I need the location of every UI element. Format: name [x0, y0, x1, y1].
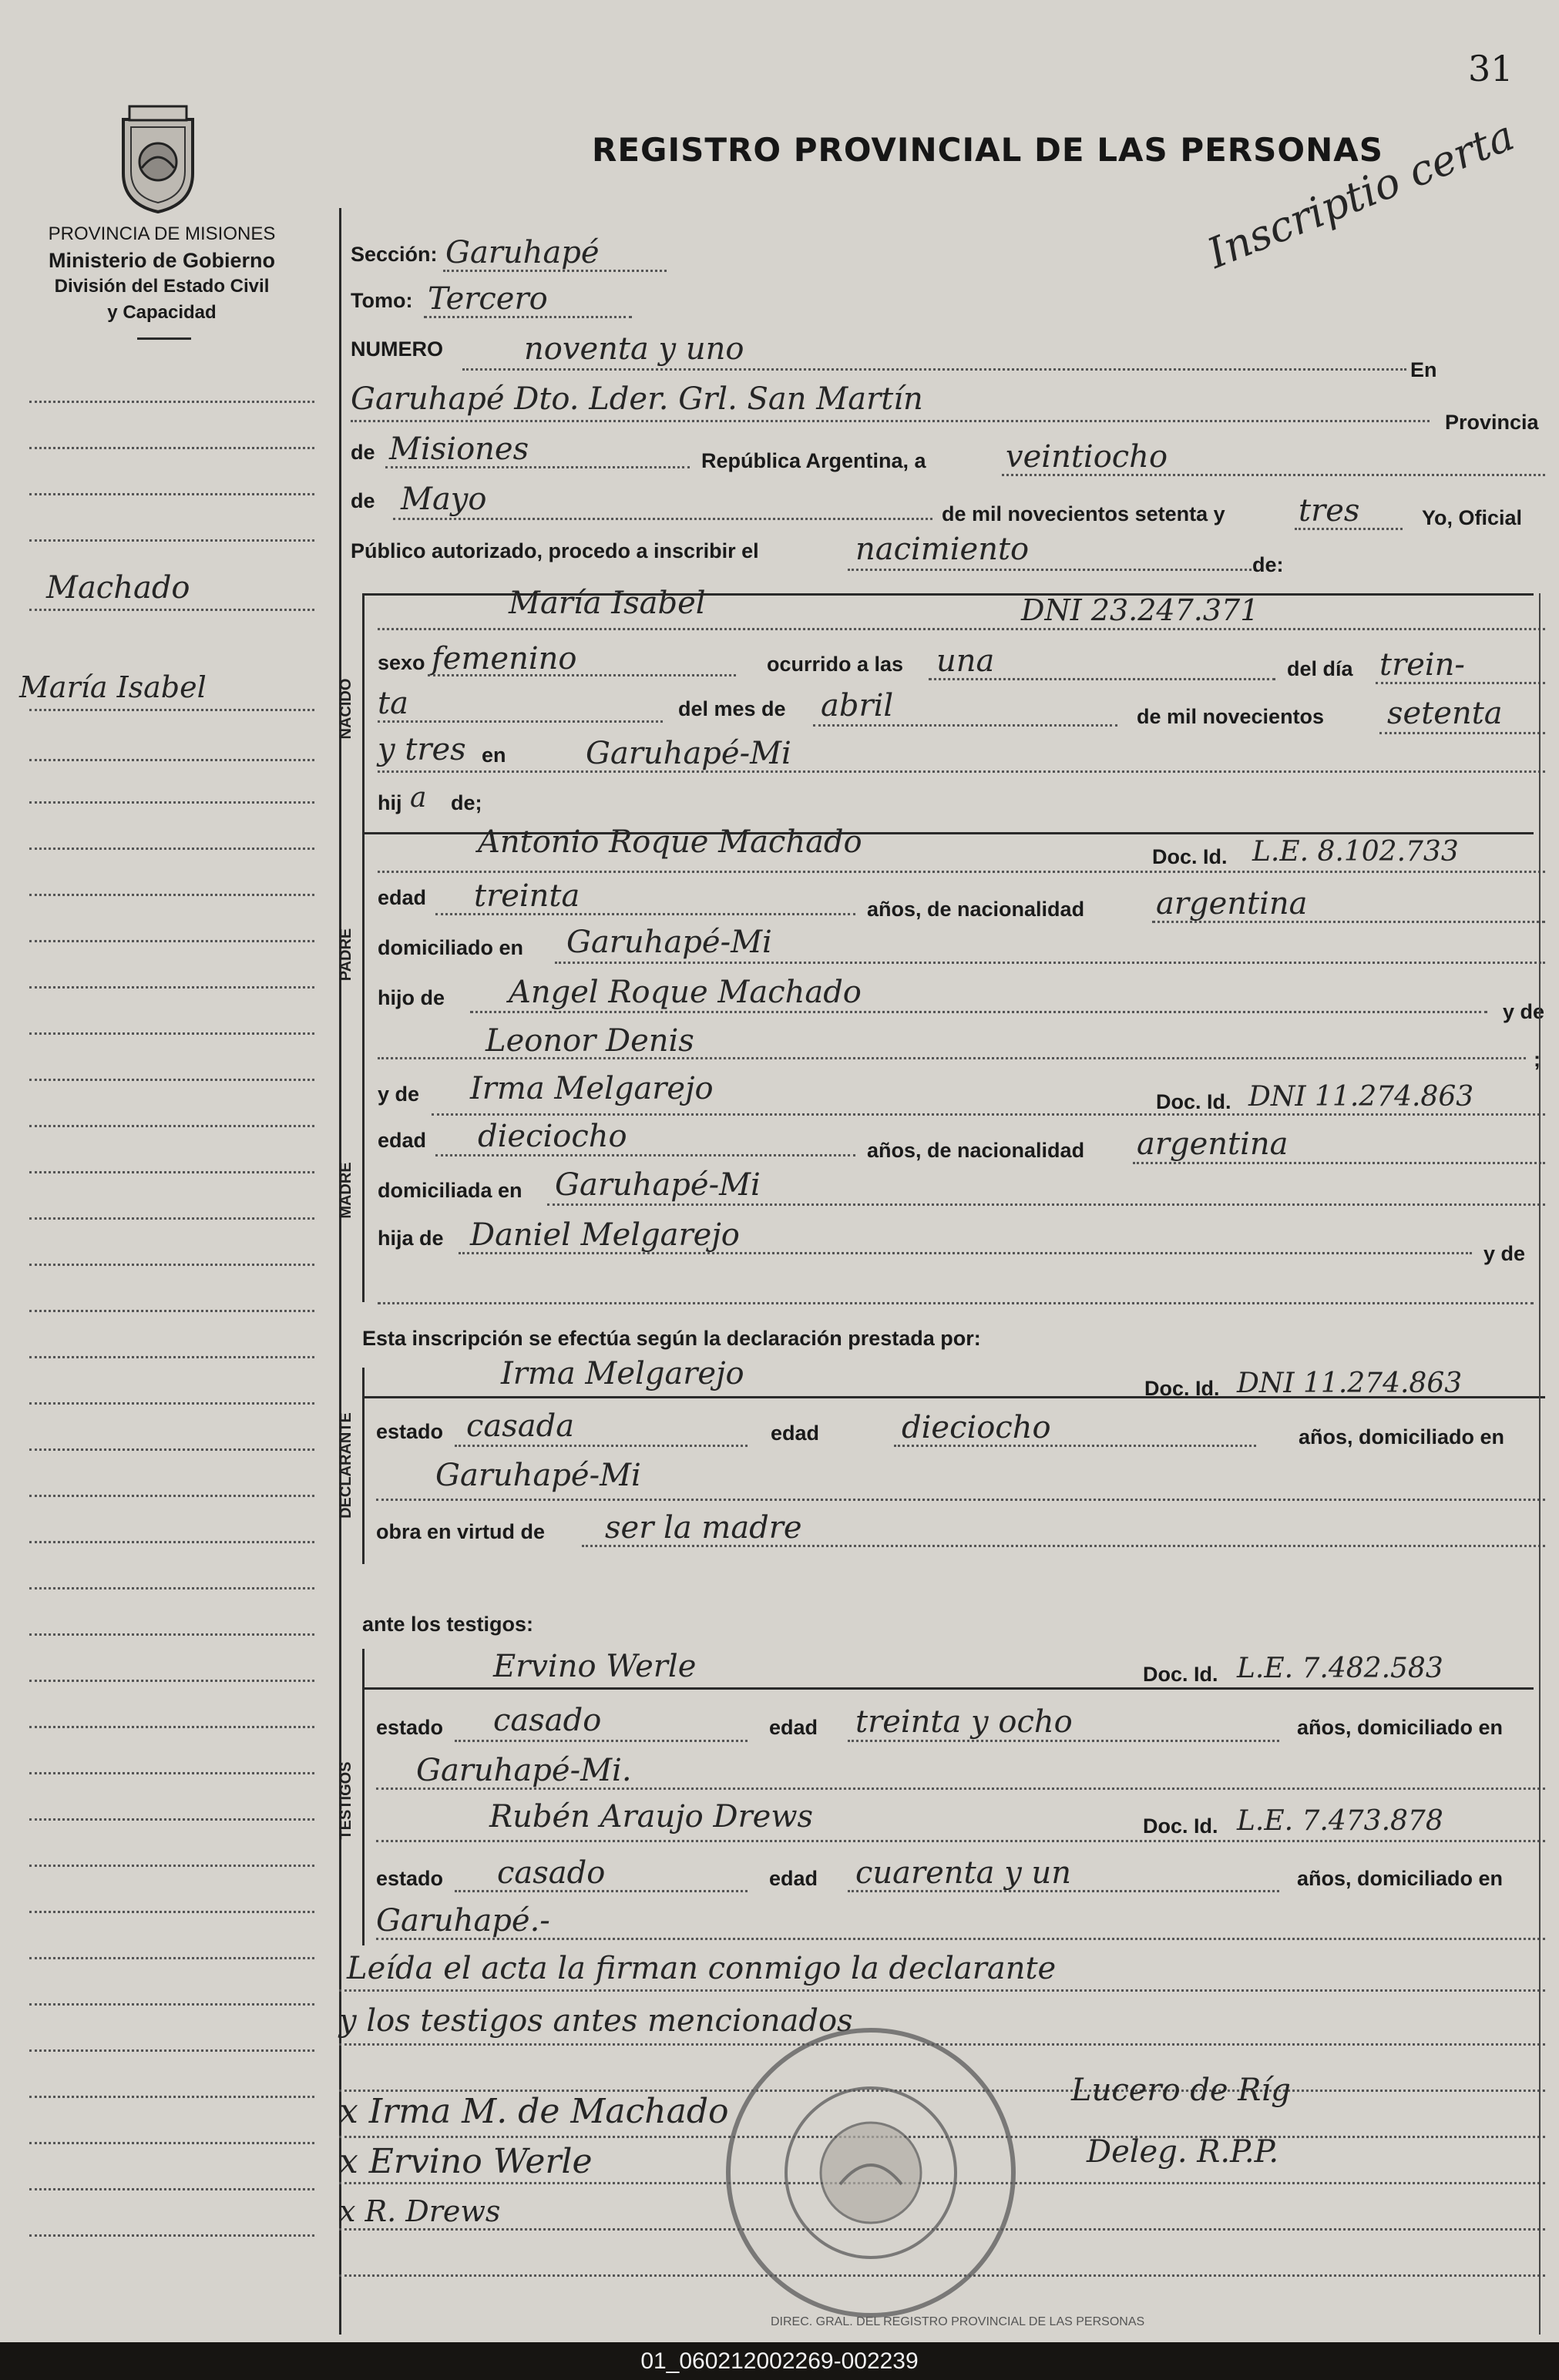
right-border [1539, 593, 1541, 2335]
value-padre-nombre: Antonio Roque Machado [478, 824, 862, 860]
label-declarante-doc: Doc. Id. [1144, 1377, 1220, 1400]
value-lugar: Garuhapé-Mi [586, 736, 791, 771]
value-abuelo-materno: Daniel Melgarejo [470, 1217, 740, 1253]
label-publico: Público autorizado, procedo a inscribir el [351, 539, 759, 562]
label-padre-edad: edad [378, 886, 427, 909]
signature-declarante: x Irma M. de Machado [339, 2092, 729, 2131]
value-tomo: Tercero [428, 281, 548, 317]
label-padre-semicolon: ; [1534, 1048, 1541, 1071]
label-testigo1-dom: años, domiciliado en [1297, 1716, 1504, 1739]
signature-testigo2: x R. Drews [339, 2194, 501, 2228]
value-madre-nombre: Irma Melgarejo [470, 1071, 714, 1106]
margin-surname: Machado [46, 570, 190, 606]
value-sexo: femenino [432, 641, 577, 676]
label-madre-yde2: y de [1483, 1242, 1526, 1265]
value-declarante-doc: DNI 11.274.863 [1237, 1368, 1463, 1399]
label-de-mes: de [351, 489, 375, 512]
label-testigo2-doc: Doc. Id. [1143, 1814, 1218, 1838]
coat-of-arms-seal [116, 100, 200, 216]
value-numero: noventa y uno [524, 331, 744, 367]
value-padre-domicilio: Garuhapé-Mi [566, 925, 772, 960]
label-madre-domicilio: domiciliada en [378, 1179, 522, 1202]
label-testigo1-estado: estado [376, 1716, 444, 1739]
section-declarante: DECLARANTE [338, 1412, 354, 1519]
value-padre-nacionalidad: argentina [1156, 886, 1308, 921]
label-anio-nac: de mil novecientos [1137, 705, 1325, 728]
value-testigo2-doc: L.E. 7.473.878 [1237, 1805, 1443, 1837]
madre-border [362, 1079, 365, 1302]
label-testigo1-doc: Doc. Id. [1143, 1663, 1218, 1686]
section-nacido: NACIDO [338, 678, 354, 740]
section-padre: PADRE [338, 928, 354, 982]
label-testigo1-edad: edad [769, 1716, 818, 1739]
label-madre-hija: hija de [378, 1227, 444, 1250]
page-id: 01_060212002269-002239 [640, 2348, 919, 2374]
official-title: Deleg. R.P.P. [1087, 2134, 1279, 2170]
value-testigo1-nombre: Ervino Werle [493, 1649, 697, 1684]
label-declarante-obra: obra en virtud de [376, 1520, 546, 1543]
padre-border [362, 832, 365, 1079]
label-declarante-edad: edad [771, 1422, 820, 1445]
value-padre-doc: L.E. 8.102.733 [1252, 836, 1459, 868]
margin-given-names: María Isabel [19, 670, 207, 704]
value-hora: una [936, 643, 995, 679]
value-padre-edad: treinta [474, 878, 580, 914]
label-madre-edad: edad [378, 1129, 427, 1152]
value-dia-a: trein- [1379, 647, 1465, 683]
label-seccion: Sección: [351, 243, 438, 266]
nacido-border [362, 593, 365, 832]
label-numero: NUMERO [351, 337, 443, 361]
form-title: REGISTRO PROVINCIAL DE LAS PERSONAS [592, 131, 1384, 169]
label-anio: de mil novecientos setenta y [942, 502, 1225, 525]
value-acto: nacimiento [855, 532, 1030, 567]
value-hij-suffix: a [410, 782, 427, 814]
label-hij-de: de; [451, 791, 482, 814]
label-de-provincia: de [351, 441, 375, 464]
value-nacido-dni: DNI 23.247.371 [1021, 593, 1259, 627]
value-madre-nacionalidad: argentina [1137, 1126, 1289, 1162]
label-declarante-estado: estado [376, 1420, 444, 1443]
label-lugar: en [482, 744, 506, 767]
registry-stamp [717, 2019, 1025, 2327]
value-anio-nac-b: y tres [378, 732, 466, 767]
value-testigo1-doc: L.E. 7.482.583 [1237, 1653, 1443, 1684]
value-declarante-obra: ser la madre [605, 1510, 802, 1546]
label-hij: hij [378, 791, 402, 814]
label-de-colon: de: [1252, 553, 1284, 576]
value-testigo2-edad: cuarenta y un [855, 1855, 1072, 1891]
label-declarante-dom: años, domiciliado en [1299, 1425, 1505, 1448]
testigos-border [362, 1649, 365, 1945]
stamp-text: DIREC. GRAL. DEL REGISTRO PROVINCIAL DE LAS PERSONAS [771, 2315, 1145, 2328]
label-republica: República Argentina, a [701, 449, 926, 472]
value-madre-doc: DNI 11.274.863 [1248, 1081, 1474, 1113]
value-seccion: Garuhapé [445, 235, 600, 270]
signature-official: Lucero de Ríg [1071, 2073, 1291, 2108]
value-madre-edad: dieciocho [478, 1119, 627, 1154]
value-abuelo-paterno: Angel Roque Machado [509, 975, 862, 1010]
value-anio-nac-a: setenta [1387, 696, 1503, 731]
label-hora: ocurrido a las [767, 653, 904, 676]
page-number: 31 [1468, 48, 1514, 89]
label-madre-yde: y de [378, 1083, 420, 1106]
label-madre-nac: años, de nacionalidad [867, 1139, 1085, 1162]
label-dia: del día [1287, 657, 1353, 680]
value-testigo1-edad: treinta y ocho [855, 1704, 1073, 1740]
header-ministry: Ministerio de Gobierno [48, 249, 276, 272]
label-mes-nac: del mes de [678, 697, 786, 720]
closing-line2: y los testigos antes mencionados [339, 2003, 853, 2039]
testigos-intro: ante los testigos: [362, 1613, 534, 1636]
value-testigo2-nombre: Rubén Araujo Drews [489, 1799, 814, 1835]
value-testigo2-domicilio: Garuhapé.- [376, 1903, 550, 1939]
label-sexo: sexo [378, 651, 425, 674]
header-rule [137, 337, 191, 340]
label-testigo2-dom: años, domiciliado en [1297, 1867, 1504, 1890]
value-mes-nac: abril [821, 688, 894, 723]
label-madre-doc: Doc. Id. [1156, 1090, 1231, 1113]
label-en: En [1410, 358, 1437, 381]
registrar-signature: Inscriptio certa [1201, 111, 1521, 278]
header-capacity: y Capacidad [107, 302, 217, 323]
value-declarante-nombre: Irma Melgarejo [501, 1356, 744, 1391]
label-testigo2-edad: edad [769, 1867, 818, 1890]
signature-testigo1: x Ervino Werle [339, 2142, 593, 2181]
value-declarante-edad: dieciocho [902, 1410, 1051, 1445]
label-testigo2-estado: estado [376, 1867, 444, 1890]
label-tomo: Tomo: [351, 289, 413, 312]
section-testigos: TESTIGOS [338, 1761, 354, 1840]
value-madre-domicilio: Garuhapé-Mi [555, 1167, 761, 1203]
value-declarante-domicilio: Garuhapé-Mi [435, 1458, 641, 1493]
value-testigo1-domicilio: Garuhapé-Mi. [416, 1753, 632, 1788]
value-en: Garuhapé Dto. Lder. Grl. San Martín [351, 381, 923, 417]
header-province: PROVINCIA DE MISIONES [48, 223, 276, 244]
label-padre-nac: años, de nacionalidad [867, 898, 1085, 921]
value-dia-b: ta [378, 686, 408, 721]
declarante-intro: Esta inscripción se efectúa según la declaración prestada por: [362, 1327, 981, 1350]
label-oficial: Yo, Oficial [1422, 506, 1523, 529]
label-padre-hijo: hijo de [378, 986, 445, 1009]
value-abuela-paterna: Leonor Denis [486, 1023, 694, 1059]
label-padre-doc: Doc. Id. [1152, 845, 1228, 868]
label-padre-domicilio: domiciliado en [378, 936, 524, 959]
value-dia: veintiocho [1006, 439, 1168, 475]
value-nacido-nombre: María Isabel [509, 586, 706, 621]
value-testigo2-estado: casado [497, 1855, 606, 1891]
value-provincia: Misiones [389, 431, 529, 467]
value-declarante-estado: casada [466, 1408, 575, 1444]
closing-line1: Leída el acta la firman conmigo la declarante [347, 1951, 1057, 1986]
header-division: División del Estado Civil [54, 276, 270, 297]
value-mes: Mayo [401, 482, 487, 517]
label-provincia: Provincia [1445, 411, 1539, 434]
label-padre-yde: y de [1503, 1000, 1545, 1023]
section-madre: MADRE [338, 1162, 354, 1219]
value-testigo1-estado: casado [493, 1703, 602, 1738]
value-anio: tres [1299, 493, 1360, 529]
